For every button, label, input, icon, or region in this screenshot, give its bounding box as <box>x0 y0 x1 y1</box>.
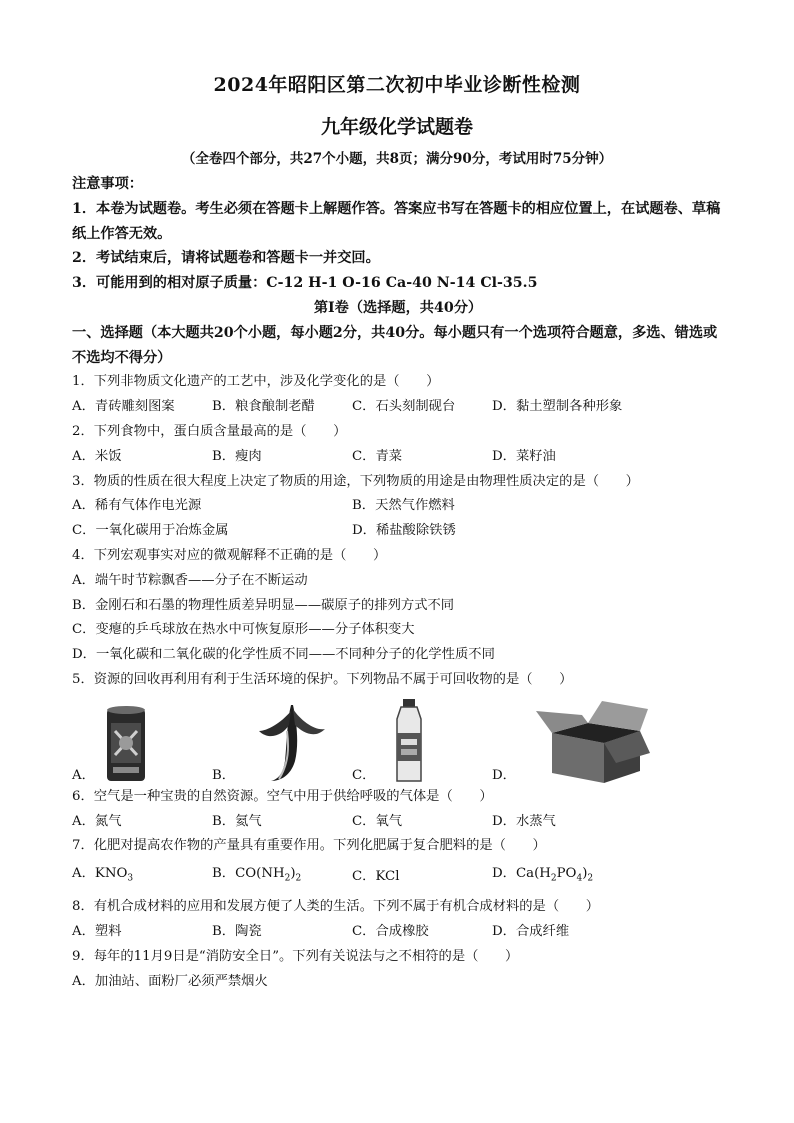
option-d: D．一氧化碳和二氧化碳的化学性质不同——不同种分子的化学性质不同 <box>72 647 495 663</box>
section-heading: 一、选择题（本大题共20个小题，每小题2分，共40分。每小题只有一个选项符合题意，多选、错选或不选均不得分） <box>72 324 718 366</box>
option-d: D．$Ca(H_2PO_4)_2$ <box>492 862 632 891</box>
formula-kno3: $KNO_3$ <box>94 866 134 885</box>
question-2-stem: 2．下列食物中，蛋白质含量最高的是（ ） <box>72 423 347 439</box>
exam-title: 2024年昭阳区第二次初中毕业诊断性检测 <box>213 74 581 96</box>
question-2-options <box>72 445 724 470</box>
option-d: D．菜籽油 <box>492 448 556 464</box>
formula-calcium-phosphate: $Ca(H_2PO_4)_2$ <box>515 866 594 885</box>
notice-item-3: 3．可能用到的相对原子质量：C-12 H-1 O-16 Ca-40 N-14 Cl-35.5 <box>72 275 538 292</box>
option-c: C．青菜 <box>352 448 403 464</box>
question-8-options <box>72 920 724 945</box>
option-b: B．氦气 <box>212 813 262 829</box>
exam-info: （全卷四个部分，共27个小题，共8页；满分90分，考试用时75分钟） <box>181 151 613 167</box>
option-label: C． <box>352 767 376 783</box>
option-label: B． <box>212 767 236 783</box>
notice-heading: 注意事项： <box>72 176 143 192</box>
question-1-options <box>72 395 724 420</box>
question-7-options <box>72 859 724 895</box>
banana-peel-icon <box>257 701 329 785</box>
option-c: C．变瘪的乒乓球放在热水中可恢复原形——分子体积变大 <box>72 622 415 638</box>
question-7-stem: 7．化肥对提高农作物的产量具有重要作用。下列化肥属于复合肥料的是（ ） <box>72 838 546 854</box>
option-d: D．水蒸气 <box>492 813 556 829</box>
formula-urea: $CO(NH_2)_2$ <box>235 866 302 885</box>
question-5-image-options <box>72 695 724 785</box>
option-a: A．$KNO_3$ <box>72 862 212 891</box>
cardboard-box-icon <box>532 697 650 785</box>
option-b: B．$CO(NH_2)_2$ <box>212 862 352 891</box>
option-c: C．合成橡胶 <box>352 923 429 939</box>
question-3-stem: 3．物质的性质在很大程度上决定了物质的用途，下列物质的用途是由物理性质决定的是（ ） <box>72 473 639 489</box>
exam-subtitle: 九年级化学试题卷 <box>320 116 473 138</box>
option-c: C．一氧化碳用于冶炼金属 <box>72 523 229 539</box>
option-c: C．氧气 <box>352 813 403 829</box>
exam-content <box>72 172 724 994</box>
option-a: A．端午时节粽飘香——分子在不断运动 <box>72 572 308 588</box>
question-5-stem: 5．资源的回收再利用有利于生活环境的保护。下列物品不属于可回收物的是（ ） <box>72 671 573 687</box>
question-6-options <box>72 810 724 835</box>
question-3-options-row2 <box>72 519 724 544</box>
question-6-stem: 6．空气是一种宝贵的自然资源。空气中用于供给呼吸的气体是（ ） <box>72 788 493 804</box>
question-1-stem: 1．下列非物质文化遗产的工艺中，涉及化学变化的是（ ） <box>72 374 440 390</box>
option-d: D．合成纤维 <box>492 923 570 939</box>
option-b: B．金刚石和石墨的物理性质差异明显——碳原子的排列方式不同 <box>72 597 455 613</box>
option-a: A．塑料 <box>72 923 122 939</box>
option-b: B．粮食酿制老醋 <box>212 399 315 415</box>
option-a <box>72 703 212 785</box>
option-b: B．瘦肉 <box>212 448 262 464</box>
option-c: C．石头刻制砚台 <box>352 399 456 415</box>
option-label: D． <box>492 767 516 783</box>
question-8-stem: 8．有机合成材料的应用和发展方便了人类的生活。下列不属于有机合成材料的是（ ） <box>72 899 600 915</box>
option-a: A．稀有气体作电光源 <box>72 498 202 514</box>
question-4-stem: 4．下列宏观事实对应的微观解释不正确的是（ ） <box>72 547 387 563</box>
option-b <box>212 701 352 785</box>
option-c: C．KCl <box>352 865 492 890</box>
question-3-options-row1 <box>72 494 724 519</box>
option-b: B．陶瓷 <box>212 923 262 939</box>
option-a: A．氮气 <box>72 813 122 829</box>
part-title: 第Ⅰ卷（选择题，共40分） <box>313 299 483 316</box>
option-d <box>492 697 692 785</box>
question-9-stem: 9．每年的11月9日是“消防安全日”。下列有关说法与之不相符的是（ ） <box>72 948 519 964</box>
option-a: A．青砖雕刻图案 <box>72 399 175 415</box>
option-d: D．黏土塑制各种形象 <box>492 399 623 415</box>
option-b: B．天然气作燃料 <box>352 498 455 514</box>
option-a: A．米饭 <box>72 448 122 464</box>
soda-can-icon <box>101 703 151 785</box>
formula-kcl: KCl <box>375 868 400 884</box>
notice-item-1: 1．本卷为试题卷。考生必须在答题卡上解题作答。答案应书写在答题卡的相应位置上，在试题卷、草稿纸上作答无效。 <box>72 200 721 242</box>
option-d: D．稀盐酸除铁锈 <box>352 523 456 539</box>
notice-item-2: 2．考试结束后，请将试题卷和答题卡一并交回。 <box>72 250 380 267</box>
option-a: A．加油站、面粉厂必须严禁烟火 <box>72 973 268 989</box>
option-c <box>352 697 492 785</box>
plastic-bottle-icon <box>387 697 431 785</box>
option-label: A． <box>72 767 95 783</box>
